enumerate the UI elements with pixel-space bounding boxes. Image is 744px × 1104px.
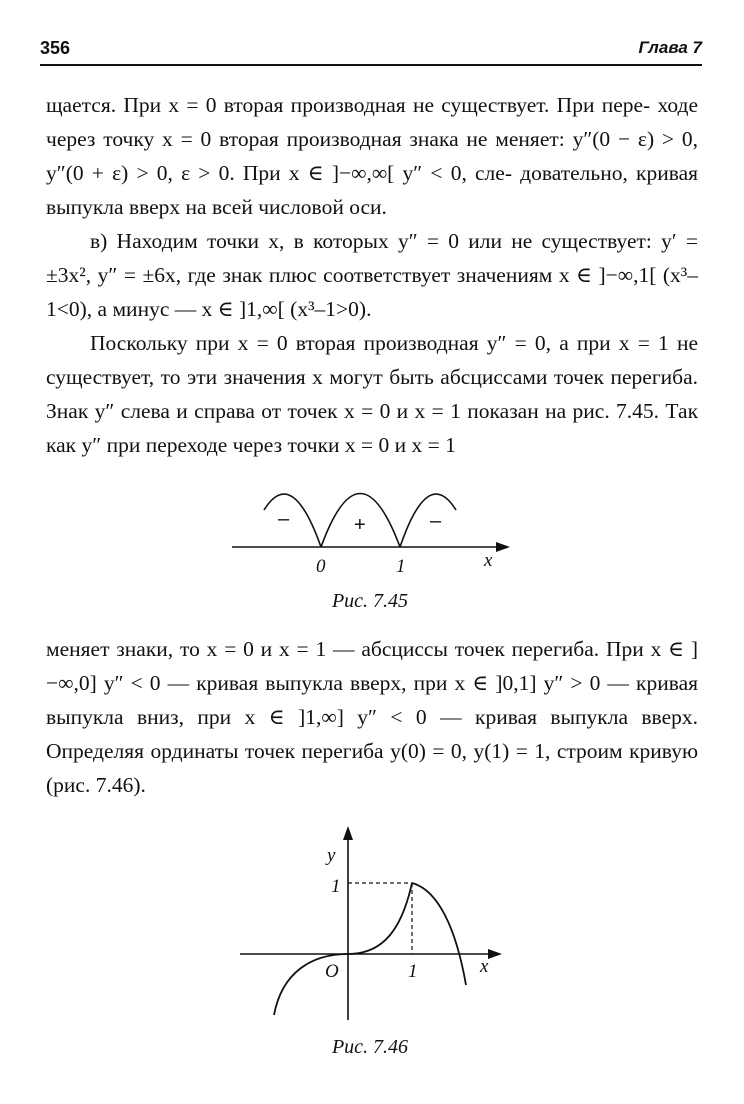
- axis-label-y: y: [327, 845, 336, 866]
- text-line: y(0) = 0, y(1) = 1, строим кривую (рис. 7.46).: [46, 739, 699, 797]
- sign-left: –: [278, 508, 290, 530]
- text-line: Поскольку при x = 0 вторая производная y″ = 0, а при x = 1: [90, 331, 669, 355]
- tick-label-y1: 1: [331, 876, 341, 897]
- y-axis-arrow: [343, 826, 353, 840]
- figure-746-caption: Рис. 7.46: [331, 1036, 409, 1058]
- chapter-label: Глава 7: [638, 38, 702, 57]
- text-line: не существует, то эти значения x могут быть абсциссами точек: [46, 331, 698, 389]
- tick-label-x1: 1: [408, 961, 418, 982]
- text-line: перегиба. Знак y″ слева и справа от точек x = 0 и x = 1 показан: [46, 365, 699, 423]
- figure-746: [230, 820, 520, 1030]
- sign-right: –: [430, 510, 442, 532]
- tick-label-0: 0: [316, 556, 326, 577]
- axis-label-x: x: [484, 550, 493, 571]
- x-axis-arrow: [488, 949, 502, 959]
- sign-arc-left: [264, 494, 321, 547]
- tick-label-1: 1: [396, 556, 406, 577]
- text-line: y′ = ±3x², y″ = ±6x, где знак плюс соответствует значениям: [46, 229, 698, 287]
- text-line: x ∈ ]−∞,0] y″ < 0 — кривая выпукла вверх, при: [46, 637, 699, 695]
- text-line: на рис. 7.45. Так как y″ при переходе через точки x = 0 и x = 1: [46, 399, 699, 457]
- figure-745: [220, 470, 520, 590]
- page-number: 356: [40, 38, 71, 58]
- curve-left: [274, 883, 412, 1015]
- figure-745-caption: Рис. 7.45: [331, 590, 409, 612]
- curve-right: [412, 883, 466, 985]
- text-line: довательно, кривая выпукла вверх на всей числовой оси.: [46, 161, 698, 219]
- text-line: в) Находим точки x, в которых y″ = 0 или не существует:: [90, 229, 652, 253]
- body-text-middle: [46, 632, 698, 802]
- text-line: x ∈ ]−∞,1[ (x³–1<0), а минус — x ∈ ]1,∞[ (x³–1>0).: [46, 263, 698, 321]
- body-text-top: [46, 88, 698, 462]
- text-line: ходе через точку x = 0 вторая производная знака не меняет:: [46, 93, 699, 151]
- text-line: x ∈ ]0,1] y″ > 0 — кривая выпукла вниз, при x ∈ ]1,∞] y″ < 0 —: [46, 671, 699, 729]
- sign-middle: +: [354, 514, 366, 536]
- origin-label: O: [325, 961, 339, 982]
- axis-label-x: x: [480, 956, 489, 977]
- text-line: меняет знаки, то x = 0 и x = 1 — абсциссы точек перегиба. При: [46, 637, 644, 661]
- page-header: [40, 34, 702, 66]
- text-line: кривая выпукла вверх. Определяя ординаты точек перегиба: [46, 705, 699, 763]
- text-line: щается. При x = 0 вторая производная не существует. При пере-: [46, 93, 651, 117]
- sign-arc-right: [400, 494, 456, 547]
- x-axis-arrow: [496, 542, 510, 552]
- text-line: y″(0 − ε) > 0, y″(0 + ε) > 0, ε > 0. При x ∈ ]−∞,∞[ y″ < 0, сле-: [46, 127, 698, 185]
